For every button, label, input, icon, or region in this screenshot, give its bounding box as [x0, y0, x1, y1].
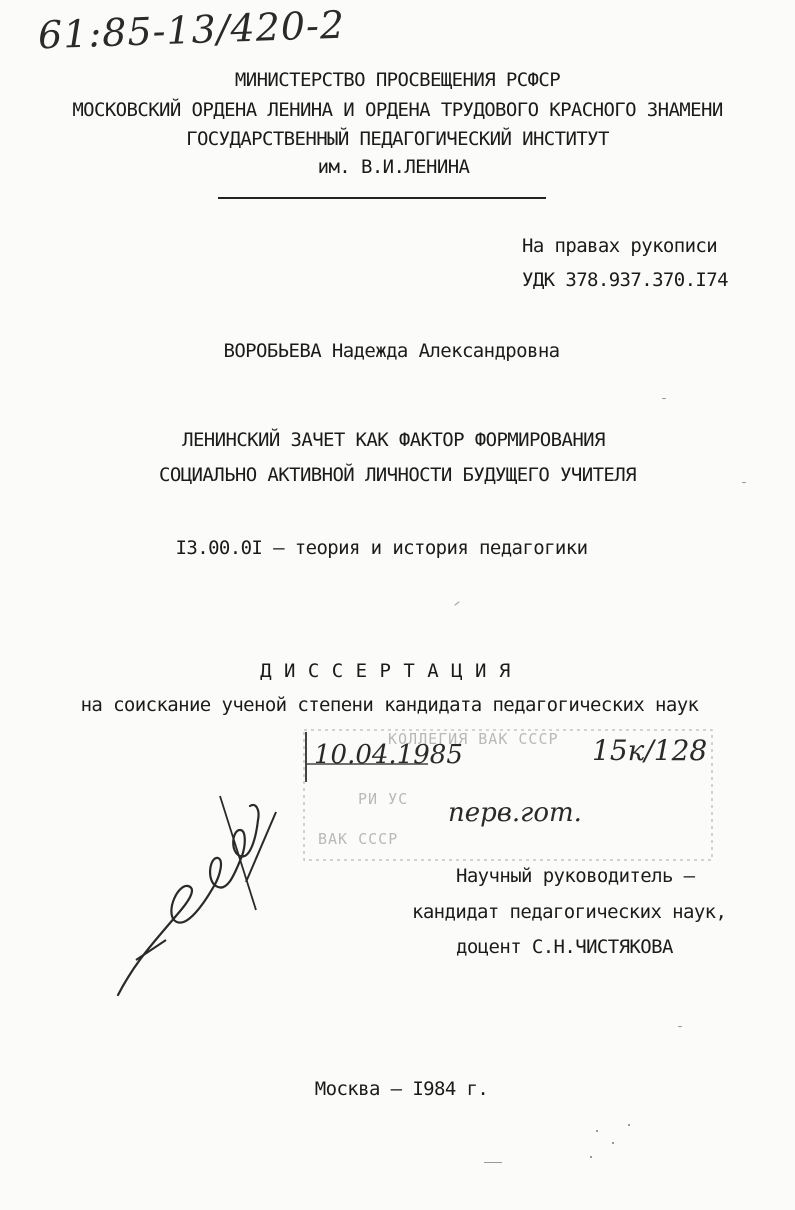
udc-code: УДК 378.937.370.I74 — [522, 269, 728, 291]
stamp-faded-text-3: ВАК СССР — [318, 830, 399, 848]
author-name: ВОРОБЬЕВА Надежда Александровна — [223, 340, 560, 362]
stamp-date: 10.04.1985 — [314, 740, 463, 770]
place-and-year: Москва – I984 г. — [314, 1078, 489, 1100]
scan-speck — [454, 601, 459, 606]
rights-notice: На правах рукописи — [522, 235, 718, 257]
specialty-code: I3.00.0I – теория и история педагогики — [175, 537, 588, 559]
registration-stamp — [298, 724, 718, 864]
scan-speck — [662, 398, 666, 399]
title-line-2: СОЦИАЛЬНО АКТИВНОЙ ЛИЧНОСТИ БУДУЩЕГО УЧИТЕЛЯ — [159, 464, 636, 486]
scan-speck — [484, 1162, 502, 1163]
supervisor-line-3: доцент С.Н.ЧИСТЯКОВА — [456, 936, 673, 958]
supervisor-line-1: Научный руководитель – — [456, 865, 695, 887]
ministry-line: МИНИСТЕРСТВО ПРОСВЕЩЕНИЯ РСФСР — [234, 69, 561, 91]
institute-line-1: МОСКОВСКИЙ ОРДЕНА ЛЕНИНА И ОРДЕНА ТРУДОВОГО КРАСНОГО ЗНАМЕНИ — [72, 99, 723, 121]
institute-line-3: им. В.И.ЛЕНИНА — [317, 156, 470, 178]
scan-speck — [678, 1026, 682, 1027]
title-line-1: ЛЕНИНСКИЙ ЗАЧЕТ КАК ФАКТОР ФОРМИРОВАНИЯ — [182, 429, 605, 451]
scan-speck — [628, 1124, 630, 1126]
institute-line-2: ГОСУДАРСТВЕННЫЙ ПЕДАГОГИЧЕСКИЙ ИНСТИТУТ — [186, 128, 609, 150]
stamp-faded-text-2: РИ УС — [358, 790, 409, 808]
stamp-reference: 15к/128 — [592, 734, 708, 767]
degree-line: на соискание ученой степени кандидата педагогических наук — [80, 694, 699, 716]
scan-speck — [596, 1130, 598, 1132]
header-divider — [218, 197, 546, 199]
archive-number: 61:85-13/420-2 — [37, 2, 346, 58]
handwritten-signature — [96, 790, 296, 1010]
scan-speck — [742, 482, 746, 483]
supervisor-line-2: кандидат педагогических наук, — [412, 901, 727, 923]
stamp-note: перв.гот. — [448, 798, 582, 828]
document-type: Д И С С Е Р Т А Ц И Я — [260, 660, 511, 682]
stamp-faded-text-1: КОЛЛЕГИЯ ВАК СССР — [388, 730, 559, 748]
scan-speck — [590, 1156, 592, 1158]
scan-speck — [612, 1142, 614, 1144]
